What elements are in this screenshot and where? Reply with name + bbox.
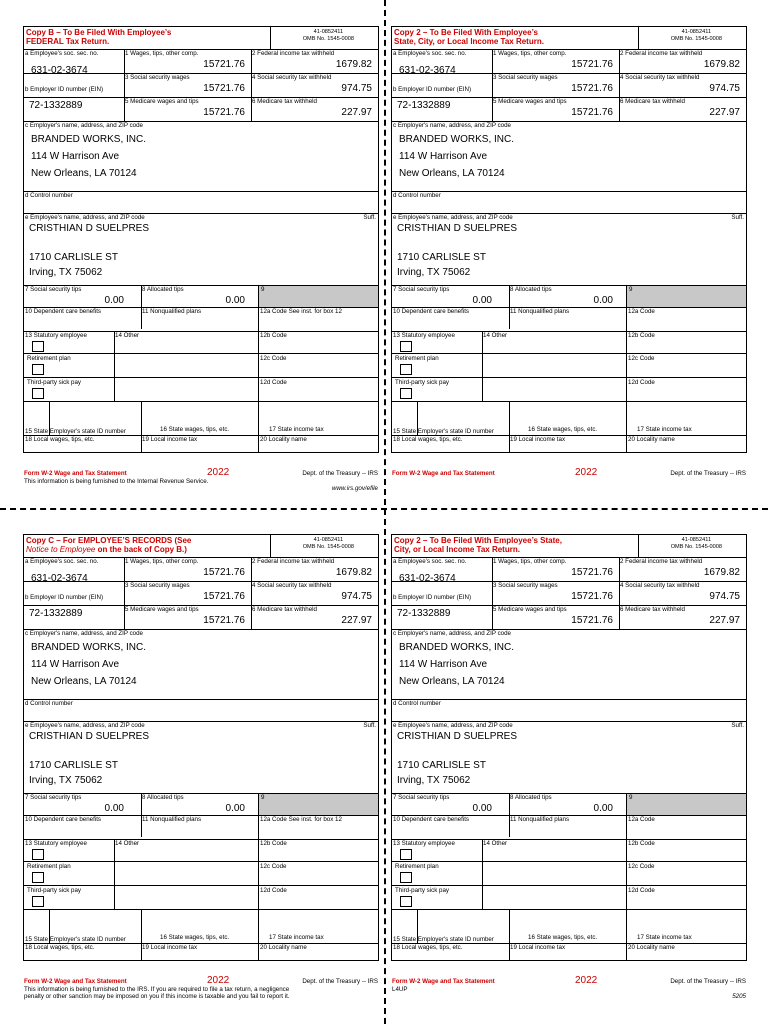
copy-designation <box>26 28 171 46</box>
label-box12a <box>260 816 342 823</box>
label-box5: 5 Medicare wages and tips <box>493 98 567 105</box>
label-box18: 18 Local wages, tips, etc. <box>393 436 463 443</box>
label-box20: 20 Locality name <box>628 944 675 951</box>
box4-ss-tax: 974.75 <box>341 83 372 94</box>
label-third-party-sick-pay: Third-party sick pay <box>395 379 449 386</box>
box8-allocated-tips: 0.00 <box>593 295 613 306</box>
omb-number <box>303 29 354 43</box>
label-suffix: Suff. <box>731 722 744 729</box>
label-box18: 18 Local wages, tips, etc. <box>393 944 463 951</box>
copy-line-2-text: on the back of Copy B.) <box>95 545 187 554</box>
employee-address-2: Irving, TX 75062 <box>397 775 471 786</box>
omb-number <box>303 537 354 551</box>
label-box12a <box>628 816 655 823</box>
employee-ssn: 631-02-3674 <box>399 65 456 76</box>
box4-ss-tax: 974.75 <box>709 591 740 602</box>
box1-wages: 15721.76 <box>203 567 245 578</box>
employer-name: BRANDED WORKS, INC. <box>31 642 147 653</box>
label-box10: 10 Dependent care benefits <box>25 816 102 823</box>
label-retirement-plan: Retirement plan <box>395 355 439 362</box>
label-box9: 9 <box>261 286 265 293</box>
label-box2: 2 Federal income tax withheld <box>620 50 703 57</box>
label-box15: 15 State Employer's state ID number <box>25 936 126 943</box>
box7-ss-tips: 0.00 <box>472 803 492 814</box>
label-box17: 17 State income tax <box>637 426 692 433</box>
box7-ss-tips: 0.00 <box>104 295 124 306</box>
label-ssn: a Employee's soc. sec. no. <box>393 558 467 565</box>
label-box13: 13 Statutory employee <box>25 840 87 847</box>
label-box12d: 12d Code <box>628 379 655 386</box>
omb-line-1: 41-0852411 <box>313 29 344 35</box>
box12a-code: 12a Code <box>260 816 287 823</box>
label-box12b: 12b Code <box>260 840 287 847</box>
employer-ein: 72-1332889 <box>29 608 83 619</box>
label-box7: 7 Social security tips <box>393 794 450 801</box>
employer-name: BRANDED WORKS, INC. <box>399 642 515 653</box>
label-control-number: d Control number <box>25 192 73 199</box>
label-box4: 4 Social security tax withheld <box>620 582 700 589</box>
sick-pay-checkbox[interactable] <box>400 896 412 907</box>
label-box2: 2 Federal income tax withheld <box>252 50 335 57</box>
box6-medicare-tax: 227.97 <box>341 107 372 118</box>
retirement-checkbox[interactable] <box>32 364 44 375</box>
label-box15: 15 State Employer's state ID number <box>25 428 126 435</box>
label-box20: 20 Locality name <box>628 436 675 443</box>
box1-wages: 15721.76 <box>571 567 613 578</box>
footer-note-1: This information is being furnished to the IRS. If you are required to file a tax return, a negligence <box>24 986 290 993</box>
label-box19: 19 Local income tax <box>510 944 566 951</box>
box3-ss-wages: 15721.76 <box>203 83 245 94</box>
box2-fed-tax: 1679.82 <box>335 567 372 578</box>
box12a-code: 12a Code <box>260 308 287 315</box>
label-box6: 6 Medicare tax withheld <box>252 606 318 613</box>
label-box4: 4 Social security tax withheld <box>252 582 332 589</box>
retirement-checkbox[interactable] <box>400 364 412 375</box>
label-box17: 17 State income tax <box>269 934 324 941</box>
label-ssn: a Employee's soc. sec. no. <box>25 558 99 565</box>
label-box3: 3 Social security wages <box>125 582 190 589</box>
label-box15: 15 State Employer's state ID number <box>393 936 494 943</box>
label-third-party-sick-pay: Third-party sick pay <box>27 887 81 894</box>
tax-year: 2022 <box>575 975 598 986</box>
label-box7: 7 Social security tips <box>25 794 82 801</box>
label-box13: 13 Statutory employee <box>25 332 87 339</box>
label-box12d: 12d Code <box>260 379 287 386</box>
label-box12c: 12c Code <box>260 863 287 870</box>
sick-pay-checkbox[interactable] <box>32 896 44 907</box>
box3-ss-wages: 15721.76 <box>203 591 245 602</box>
employee-ssn: 631-02-3674 <box>31 65 88 76</box>
label-employer: c Employer's name, address, and ZIP code <box>393 122 512 129</box>
label-suffix: Suff. <box>363 722 376 729</box>
label-box12d: 12d Code <box>260 887 287 894</box>
label-control-number: d Control number <box>393 700 441 707</box>
box12a-code: 12a Code <box>628 816 655 823</box>
statutory-checkbox[interactable] <box>32 341 44 352</box>
employer-address-2: New Orleans, LA 70124 <box>31 676 137 687</box>
tax-year: 2022 <box>207 467 230 478</box>
form-title: Form W-2 Wage and Tax Statement <box>392 978 495 985</box>
label-box4: 4 Social security tax withheld <box>252 74 332 81</box>
label-box7: 7 Social security tips <box>393 286 450 293</box>
label-box18: 18 Local wages, tips, etc. <box>25 436 95 443</box>
copy-line-1: Copy C – For EMPLOYEE’S RECORDS (See <box>26 536 192 545</box>
copy-line-2 <box>394 37 544 46</box>
label-ssn: a Employee's soc. sec. no. <box>25 50 99 57</box>
employee-address-2: Irving, TX 75062 <box>29 775 103 786</box>
box2-fed-tax: 1679.82 <box>703 567 740 578</box>
copy-line-2-text: City, or Local Income Tax Return. <box>394 545 520 554</box>
label-box9: 9 <box>629 286 633 293</box>
box12a-note: See inst. for box 12 <box>288 308 342 315</box>
employee-name: CRISTHIAN D SUELPRES <box>397 731 518 742</box>
label-box16: 16 State wages, tips, etc. <box>528 426 598 433</box>
employee-address-1: 1710 CARLISLE ST <box>29 760 118 771</box>
label-box1: 1 Wages, tips, other comp. <box>493 50 567 57</box>
copy-designation <box>394 28 544 46</box>
label-third-party-sick-pay: Third-party sick pay <box>27 379 81 386</box>
copy-line-1: Copy 2 – To Be Filed With Employee’s <box>394 28 538 37</box>
employer-address-2: New Orleans, LA 70124 <box>399 676 505 687</box>
box1-wages: 15721.76 <box>571 59 613 70</box>
box4-ss-tax: 974.75 <box>341 591 372 602</box>
employer-address-1: 114 W Harrison Ave <box>31 659 120 670</box>
employee-ssn: 631-02-3674 <box>31 573 88 584</box>
employer-address-1: 114 W Harrison Ave <box>399 659 488 670</box>
omb-line-1: 41-0852411 <box>313 537 344 543</box>
label-retirement-plan: Retirement plan <box>27 355 71 362</box>
label-box16: 16 State wages, tips, etc. <box>160 934 230 941</box>
footer-right: 5205 <box>732 993 746 1000</box>
label-box18: 18 Local wages, tips, etc. <box>25 944 95 951</box>
box8-allocated-tips: 0.00 <box>225 295 245 306</box>
label-box14: 14 Other <box>483 332 508 339</box>
sick-pay-checkbox[interactable] <box>32 388 44 399</box>
copy-line-2 <box>26 545 191 554</box>
footer-note-1: L4UP <box>392 986 408 993</box>
label-box2: 2 Federal income tax withheld <box>252 558 335 565</box>
label-box6: 6 Medicare tax withheld <box>620 606 686 613</box>
label-employer: c Employer's name, address, and ZIP code <box>25 122 144 129</box>
label-control-number: d Control number <box>25 700 73 707</box>
retirement-checkbox[interactable] <box>32 872 44 883</box>
label-box13: 13 Statutory employee <box>393 840 455 847</box>
label-employee: e Employee's name, address, and ZIP code <box>393 214 513 221</box>
horizontal-cut-line <box>0 508 768 510</box>
label-retirement-plan: Retirement plan <box>27 863 71 870</box>
footer-note-1: This information is being furnished to the Internal Revenue Service. <box>24 478 209 485</box>
label-box5: 5 Medicare wages and tips <box>125 98 199 105</box>
label-ein: b Employer ID number (EIN) <box>25 594 104 601</box>
label-suffix: Suff. <box>363 214 376 221</box>
treasury-label: Dept. of the Treasury -- IRS <box>670 978 746 985</box>
label-box12a <box>260 308 342 315</box>
box5-medicare-wages: 15721.76 <box>571 615 613 626</box>
sick-pay-checkbox[interactable] <box>400 388 412 399</box>
label-box15: 15 State Employer's state ID number <box>393 428 494 435</box>
label-box12a <box>628 308 655 315</box>
label-box6: 6 Medicare tax withheld <box>620 98 686 105</box>
retirement-checkbox[interactable] <box>400 872 412 883</box>
footer-note-2: penalty or other sanction may be imposed on you if this income is taxable and you fail to report it. <box>24 993 290 1000</box>
employee-name: CRISTHIAN D SUELPRES <box>29 731 150 742</box>
employer-ein: 72-1332889 <box>29 100 83 111</box>
label-box1: 1 Wages, tips, other comp. <box>493 558 567 565</box>
label-box13: 13 Statutory employee <box>393 332 455 339</box>
label-box20: 20 Locality name <box>260 436 307 443</box>
label-box20: 20 Locality name <box>260 944 307 951</box>
omb-line-2: OMB No. 1545-0008 <box>670 544 722 550</box>
label-box11: 11 Nonqualified plans <box>142 308 202 315</box>
w2-form-3 <box>23 534 379 1000</box>
label-box8: 8 Allocated tips <box>142 286 184 293</box>
box4-ss-tax: 974.75 <box>709 83 740 94</box>
label-box3: 3 Social security wages <box>493 74 558 81</box>
copy-line-1: Copy 2 – To Be Filed With Employee’s State, <box>394 536 562 545</box>
label-box5: 5 Medicare wages and tips <box>493 606 567 613</box>
box1-wages: 15721.76 <box>203 59 245 70</box>
copy-designation <box>26 536 191 554</box>
label-box12b: 12b Code <box>628 332 655 339</box>
label-suffix: Suff. <box>731 214 744 221</box>
employer-address-1: 114 W Harrison Ave <box>399 151 488 162</box>
label-box12d: 12d Code <box>628 887 655 894</box>
omb-line-1: 41-0852411 <box>681 537 712 543</box>
label-box11: 11 Nonqualified plans <box>510 308 570 315</box>
label-box11: 11 Nonqualified plans <box>510 816 570 823</box>
treasury-label: Dept. of the Treasury -- IRS <box>302 978 378 985</box>
label-ein: b Employer ID number (EIN) <box>393 594 472 601</box>
omb-line-1: 41-0852411 <box>681 29 712 35</box>
copy-line-1: Copy B – To Be Filed With Employee’s <box>26 28 172 37</box>
omb-number <box>671 29 722 43</box>
label-box4: 4 Social security tax withheld <box>620 74 700 81</box>
box5-medicare-wages: 15721.76 <box>203 107 245 118</box>
footer-right: www.irs.gov/efile <box>331 485 378 492</box>
label-box19: 19 Local income tax <box>510 436 566 443</box>
statutory-checkbox[interactable] <box>32 849 44 860</box>
employee-name: CRISTHIAN D SUELPRES <box>397 223 518 234</box>
form-title: Form W-2 Wage and Tax Statement <box>24 978 127 985</box>
label-box10: 10 Dependent care benefits <box>25 308 102 315</box>
label-box11: 11 Nonqualified plans <box>142 816 202 823</box>
box12a-note: See inst. for box 12 <box>288 816 342 823</box>
copy-designation <box>394 536 562 554</box>
label-ein: b Employer ID number (EIN) <box>25 86 104 93</box>
box8-allocated-tips: 0.00 <box>593 803 613 814</box>
label-box12c: 12c Code <box>628 355 655 362</box>
label-box17: 17 State income tax <box>637 934 692 941</box>
copy-line-2 <box>26 37 171 46</box>
employee-address-1: 1710 CARLISLE ST <box>29 252 118 263</box>
label-employee: e Employee's name, address, and ZIP code <box>25 722 145 729</box>
label-third-party-sick-pay: Third-party sick pay <box>395 887 449 894</box>
label-box9: 9 <box>629 794 633 801</box>
employee-name: CRISTHIAN D SUELPRES <box>29 223 150 234</box>
box6-medicare-tax: 227.97 <box>709 615 740 626</box>
employer-ein: 72-1332889 <box>397 608 451 619</box>
box2-fed-tax: 1679.82 <box>703 59 740 70</box>
label-box8: 8 Allocated tips <box>142 794 184 801</box>
box5-medicare-wages: 15721.76 <box>571 107 613 118</box>
label-box12c: 12c Code <box>260 355 287 362</box>
employer-address-2: New Orleans, LA 70124 <box>31 168 137 179</box>
omb-line-2: OMB No. 1545-0008 <box>670 36 722 42</box>
employee-ssn: 631-02-3674 <box>399 573 456 584</box>
label-box7: 7 Social security tips <box>25 286 82 293</box>
omb-number <box>671 537 722 551</box>
label-box6: 6 Medicare tax withheld <box>252 98 318 105</box>
employer-name: BRANDED WORKS, INC. <box>31 134 147 145</box>
omb-line-2: OMB No. 1545-0008 <box>302 544 354 550</box>
box2-fed-tax: 1679.82 <box>335 59 372 70</box>
label-ssn: a Employee's soc. sec. no. <box>393 50 467 57</box>
box6-medicare-tax: 227.97 <box>341 615 372 626</box>
label-box10: 10 Dependent care benefits <box>393 308 470 315</box>
omb-line-2: OMB No. 1545-0008 <box>302 36 354 42</box>
vertical-cut-line <box>384 0 386 1024</box>
treasury-label: Dept. of the Treasury -- IRS <box>670 470 746 477</box>
copy-line-2-text: FEDERAL Tax Return. <box>26 37 110 46</box>
box3-ss-wages: 15721.76 <box>571 83 613 94</box>
label-employer: c Employer's name, address, and ZIP code <box>25 630 144 637</box>
copy-line-2-italic: Notice to Employee <box>26 545 96 554</box>
label-box12b: 12b Code <box>260 332 287 339</box>
label-box1: 1 Wages, tips, other comp. <box>125 558 199 565</box>
label-box12b: 12b Code <box>628 840 655 847</box>
label-box8: 8 Allocated tips <box>510 794 552 801</box>
label-box8: 8 Allocated tips <box>510 286 552 293</box>
label-employee: e Employee's name, address, and ZIP code <box>25 214 145 221</box>
box3-ss-wages: 15721.76 <box>571 591 613 602</box>
tax-year: 2022 <box>207 975 230 986</box>
copy-line-2-text: State, City, or Local Income Tax Return. <box>394 37 544 46</box>
box12a-code: 12a Code <box>628 308 655 315</box>
label-box2: 2 Federal income tax withheld <box>620 558 703 565</box>
employer-name: BRANDED WORKS, INC. <box>399 134 515 145</box>
label-box1: 1 Wages, tips, other comp. <box>125 50 199 57</box>
label-box12c: 12c Code <box>628 863 655 870</box>
label-box16: 16 State wages, tips, etc. <box>160 426 230 433</box>
label-box3: 3 Social security wages <box>493 582 558 589</box>
employer-address-2: New Orleans, LA 70124 <box>399 168 505 179</box>
form-title: Form W-2 Wage and Tax Statement <box>24 470 127 477</box>
label-box5: 5 Medicare wages and tips <box>125 606 199 613</box>
label-box17: 17 State income tax <box>269 426 324 433</box>
w2-form-4 <box>391 534 747 1000</box>
label-box9: 9 <box>261 794 265 801</box>
label-box14: 14 Other <box>115 840 140 847</box>
label-box3: 3 Social security wages <box>125 74 190 81</box>
treasury-label: Dept. of the Treasury -- IRS <box>302 470 378 477</box>
tax-year: 2022 <box>575 467 598 478</box>
employee-address-2: Irving, TX 75062 <box>397 267 471 278</box>
label-box16: 16 State wages, tips, etc. <box>528 934 598 941</box>
label-ein: b Employer ID number (EIN) <box>393 86 472 93</box>
employer-ein: 72-1332889 <box>397 100 451 111</box>
label-box10: 10 Dependent care benefits <box>393 816 470 823</box>
form-title: Form W-2 Wage and Tax Statement <box>392 470 495 477</box>
label-box14: 14 Other <box>115 332 140 339</box>
w2-form-1 <box>23 26 379 492</box>
box8-allocated-tips: 0.00 <box>225 803 245 814</box>
statutory-checkbox[interactable] <box>400 849 412 860</box>
employee-address-1: 1710 CARLISLE ST <box>397 760 486 771</box>
employer-address-1: 114 W Harrison Ave <box>31 151 120 162</box>
label-employee: e Employee's name, address, and ZIP code <box>393 722 513 729</box>
label-box19: 19 Local income tax <box>142 944 198 951</box>
employee-address-1: 1710 CARLISLE ST <box>397 252 486 263</box>
label-employer: c Employer's name, address, and ZIP code <box>393 630 512 637</box>
w2-form-2 <box>391 26 747 478</box>
label-control-number: d Control number <box>393 192 441 199</box>
copy-line-2 <box>394 545 562 554</box>
box7-ss-tips: 0.00 <box>104 803 124 814</box>
label-box19: 19 Local income tax <box>142 436 198 443</box>
box5-medicare-wages: 15721.76 <box>203 615 245 626</box>
box6-medicare-tax: 227.97 <box>709 107 740 118</box>
statutory-checkbox[interactable] <box>400 341 412 352</box>
label-retirement-plan: Retirement plan <box>395 863 439 870</box>
box7-ss-tips: 0.00 <box>472 295 492 306</box>
label-box14: 14 Other <box>483 840 508 847</box>
employee-address-2: Irving, TX 75062 <box>29 267 103 278</box>
